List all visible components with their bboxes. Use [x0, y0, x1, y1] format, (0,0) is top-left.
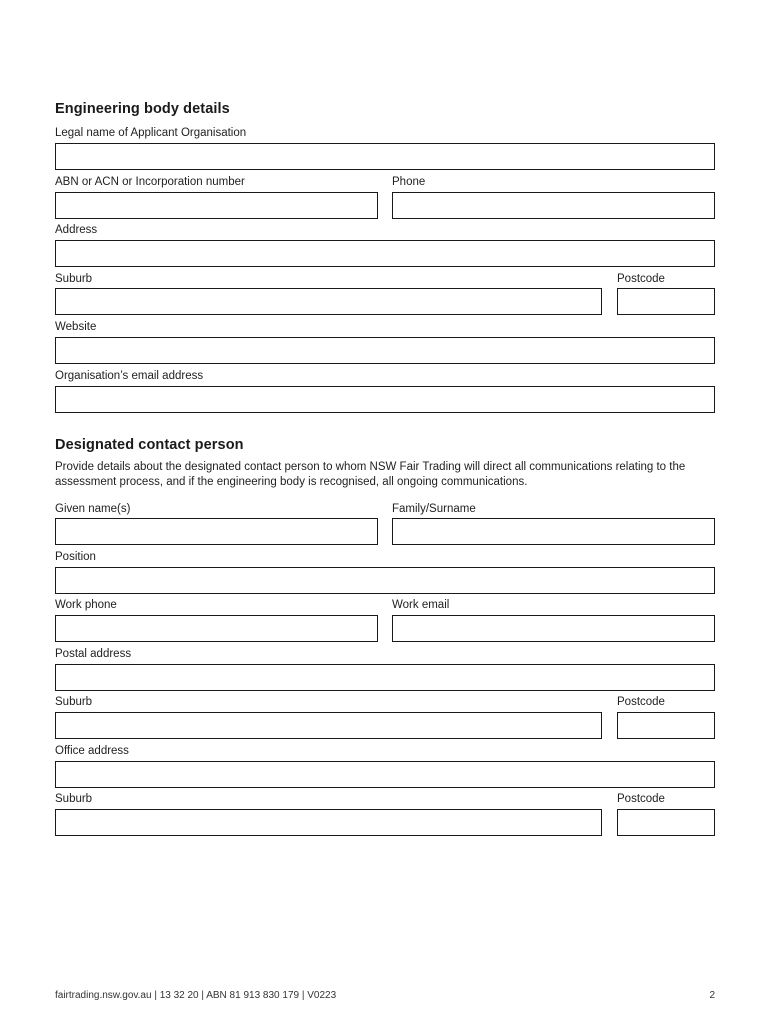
postcode-input[interactable]: [617, 288, 715, 315]
address-input[interactable]: [55, 240, 715, 267]
work-email-input[interactable]: [392, 615, 715, 642]
office-postcode-input[interactable]: [617, 809, 715, 836]
work-email-label: Work email: [392, 599, 450, 611]
family-name-label: Family/Surname: [392, 503, 476, 515]
postcode-label: Postcode: [617, 273, 665, 285]
postal-address-input[interactable]: [55, 664, 715, 691]
work-phone-input[interactable]: [55, 615, 378, 642]
footer-text: fairtrading.nsw.gov.au | 13 32 20 | ABN 81 913 830 179 | V0223: [55, 990, 337, 1001]
family-name-input[interactable]: [392, 518, 715, 545]
phone-label: Phone: [392, 176, 426, 188]
website-label: Website: [55, 321, 97, 333]
legal-name-label: Legal name of Applicant Organisation: [55, 127, 247, 139]
office-address-input[interactable]: [55, 761, 715, 788]
office-suburb-input[interactable]: [55, 809, 602, 836]
given-name-input[interactable]: [55, 518, 378, 545]
suburb-label: Suburb: [55, 273, 93, 285]
website-input[interactable]: [55, 337, 715, 364]
office-postcode-label: Postcode: [617, 793, 665, 805]
legal-name-input[interactable]: [55, 143, 715, 170]
position-label: Position: [55, 551, 96, 563]
work-phone-label: Work phone: [55, 599, 117, 611]
org-email-label: Organisation’s email address: [55, 370, 204, 382]
section-title-engineering-body: Engineering body details: [55, 101, 230, 117]
abn-input[interactable]: [55, 192, 378, 219]
abn-label: ABN or ACN or Incorporation number: [55, 176, 245, 188]
postal-address-label: Postal address: [55, 648, 132, 660]
given-name-label: Given name(s): [55, 503, 131, 515]
postal-postcode-input[interactable]: [617, 712, 715, 739]
position-input[interactable]: [55, 567, 715, 594]
office-suburb-label: Suburb: [55, 793, 93, 805]
postal-suburb-label: Suburb: [55, 696, 93, 708]
address-label: Address: [55, 224, 98, 236]
postal-postcode-label: Postcode: [617, 696, 665, 708]
postal-suburb-input[interactable]: [55, 712, 602, 739]
suburb-input[interactable]: [55, 288, 602, 315]
org-email-input[interactable]: [55, 386, 715, 413]
section-title-contact-person: Designated contact person: [55, 437, 244, 453]
page-number: 2: [709, 990, 715, 1001]
office-address-label: Office address: [55, 745, 129, 757]
contact-person-description: Provide details about the designated contact person to whom NSW Fair Trading will direct all communications relating to the assessment process, and if the engineering body is recognised, all ongoing communications.: [55, 461, 686, 488]
phone-input[interactable]: [392, 192, 715, 219]
